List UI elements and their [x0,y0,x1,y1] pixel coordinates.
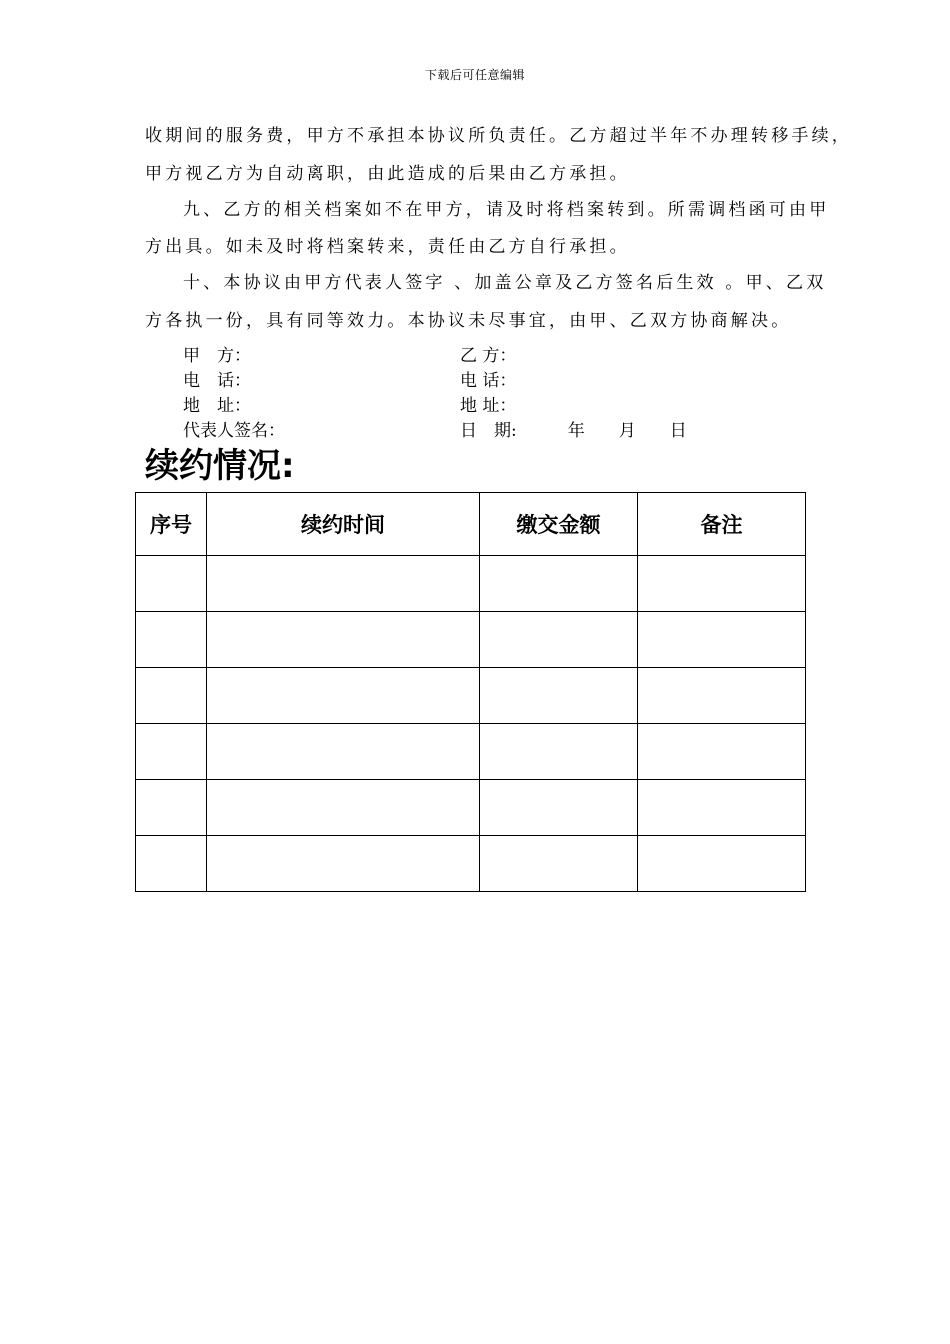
table-cell[interactable] [207,668,480,724]
table-cell[interactable] [207,612,480,668]
table-cell[interactable] [136,612,207,668]
table-row [136,836,806,892]
table-cell[interactable] [480,556,638,612]
table-cell[interactable] [638,556,806,612]
party-a-address-label: 地 址： [183,396,251,416]
paragraph-line: 方出具。如未及时将档案转来，责任由乙方自行承担。 [145,237,630,257]
table-cell[interactable] [480,836,638,892]
table-cell[interactable] [136,780,207,836]
party-b-date-label: 日 期: 年 月 日 [460,421,687,441]
header-note: 下载后可任意编辑 [424,68,525,82]
table-cell[interactable] [207,836,480,892]
header-renewal-time: 续约时间 [207,493,480,556]
table-body [136,556,806,892]
party-b-label: 乙 方： [460,346,517,366]
table-cell[interactable] [638,668,806,724]
party-b-phone-label: 电 话： [460,371,517,391]
renewal-table [135,492,806,892]
table-row [136,556,806,612]
table-cell[interactable] [136,556,207,612]
table-cell[interactable] [480,780,638,836]
paragraph-line: 甲方视乙方为自动离职，由此造成的后果由乙方承担。 [145,164,630,184]
party-a-phone-label: 电 话： [183,371,251,391]
clause-nine-line: 九、乙方的相关档案如不在甲方，请及时将档案转到。所需调档函可由甲 [183,200,830,220]
paragraph-line: 方各执一份，具有同等效力。本协议未尽事宜，由甲、乙双方协商解决。 [145,311,792,331]
table-cell[interactable] [480,724,638,780]
table-cell[interactable] [638,780,806,836]
header-payment-amount: 缴交金额 [480,493,638,556]
header-index: 序号 [136,493,207,556]
table-row [136,724,806,780]
table-row [136,612,806,668]
party-a-label: 甲 方： [183,346,251,366]
table-cell[interactable] [136,724,207,780]
section-title: 续约情况: [145,446,295,486]
paragraph-line: 收期间的服务费，甲方不承担本协议所负责任。乙方超过半年不办理转移手续， [145,126,852,146]
table-header-row [136,493,806,556]
table-row [136,668,806,724]
clause-ten-line: 十、本协议由甲方代表人签字 、加盖公章及乙方签名后生效 。甲、乙双 [183,273,827,293]
party-b-address-label: 地 址： [460,396,517,416]
table-cell[interactable] [480,668,638,724]
table-cell[interactable] [207,780,480,836]
table-cell[interactable] [638,724,806,780]
table-cell[interactable] [207,724,480,780]
table-cell[interactable] [136,836,207,892]
party-a-representative-label: 代表人签名： [183,421,285,441]
table-cell[interactable] [207,556,480,612]
table-cell[interactable] [638,612,806,668]
table-cell[interactable] [136,668,207,724]
table-row [136,780,806,836]
table-cell[interactable] [638,836,806,892]
header-remarks: 备注 [638,493,806,556]
table-cell[interactable] [480,612,638,668]
